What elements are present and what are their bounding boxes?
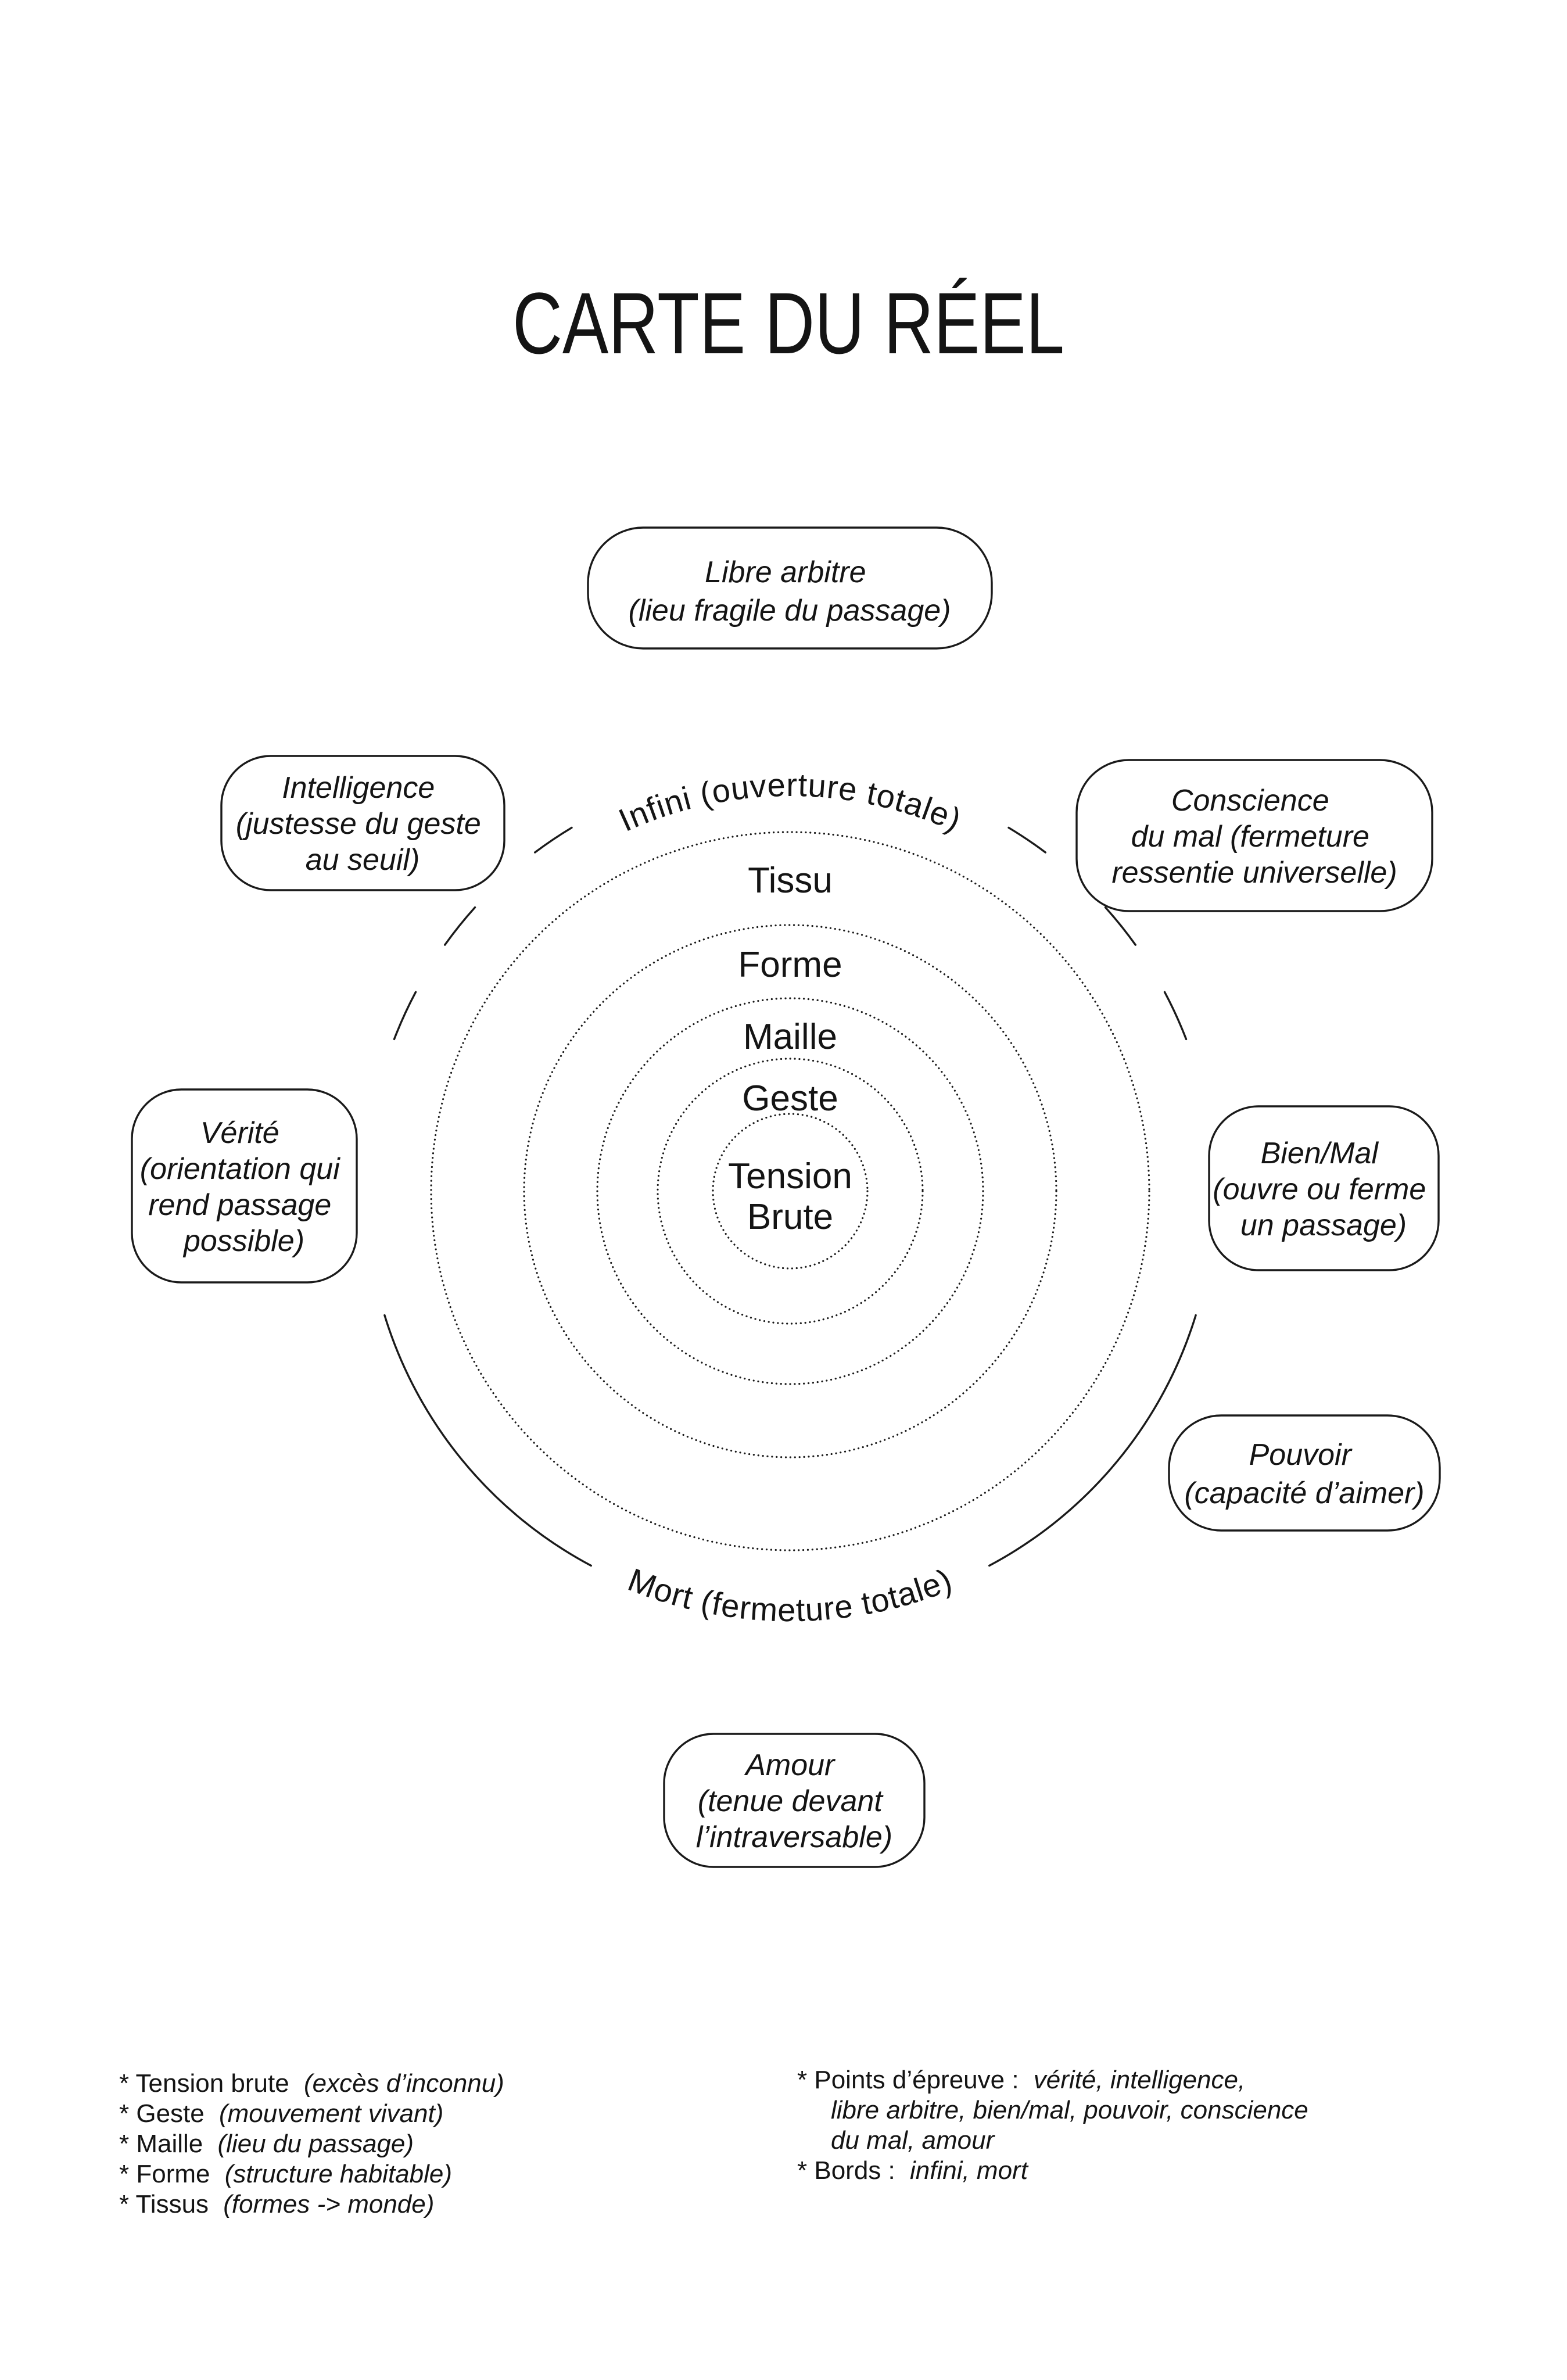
outer-dash-right-3 [1165, 992, 1186, 1039]
ring-label-geste: Geste [742, 1078, 838, 1119]
outer-dash-left-1 [535, 827, 572, 852]
node-verite [132, 1089, 357, 1282]
node-conscience-du-mal [1077, 760, 1432, 911]
node-pouvoir-box [1169, 1415, 1440, 1530]
legend-def: (structure habitable) [224, 2160, 453, 2188]
ring-label-tissu: Tissu [748, 861, 833, 901]
node-line: Pouvoir [1249, 1438, 1351, 1472]
node-pouvoir [1169, 1415, 1440, 1530]
outer-dash-right-2 [1106, 908, 1136, 945]
legend-term: * Tissus [119, 2190, 209, 2218]
node-intelligence [221, 756, 504, 890]
ring-label-tension: Tension [728, 1156, 852, 1196]
legend-item [797, 2156, 1029, 2185]
node-line: du mal (fermeture [1131, 820, 1369, 854]
legend-item [119, 2130, 414, 2158]
infini-arc-label-text [613, 766, 967, 838]
ring-label-brute: Brute [747, 1197, 834, 1237]
node-bien-mal [1209, 1106, 1439, 1270]
node-line: Bien/Mal [1260, 1137, 1378, 1170]
node-line: possible) [183, 1224, 305, 1258]
node-libre-arbitre [588, 528, 992, 648]
legend-item [831, 2096, 1308, 2124]
node-line: (tenue devant [697, 1784, 883, 1818]
ring-labels [728, 861, 852, 1237]
legend-def: libre arbitre, bien/mal, pouvoir, conscience [831, 2096, 1308, 2124]
outer-arc-bottom-left [385, 1316, 591, 1566]
legend-def: (mouvement vivant) [218, 2099, 444, 2128]
node-line: (orientation qui [139, 1152, 340, 1186]
mort-arc-label: Mort (fermeture totale) [623, 1561, 958, 1629]
legend-term: * Geste [119, 2099, 205, 2128]
legend-item [119, 2160, 452, 2188]
legend-item [797, 2066, 1245, 2094]
legend-term: * Points d’épreuve : [797, 2066, 1019, 2094]
legend-right [797, 2066, 1308, 2185]
legend-item [119, 2099, 443, 2128]
ring-label-maille: Maille [743, 1017, 837, 1057]
node-line: Conscience [1171, 784, 1329, 818]
node-amour [664, 1734, 924, 1867]
node-line: au seuil) [305, 843, 420, 877]
outer-dash-left-2 [445, 908, 475, 945]
node-line: (lieu fragile du passage) [628, 594, 951, 628]
legend-def: (excès d’inconnu) [303, 2069, 504, 2098]
node-line: Intelligence [282, 771, 435, 805]
legend-item [119, 2069, 504, 2098]
legend-def: infini, mort [909, 2156, 1028, 2185]
node-line: ressentie universelle) [1111, 856, 1397, 890]
outer-dash-right-1 [1009, 827, 1045, 852]
node-line: rend passage [148, 1188, 332, 1222]
legend-def: vérité, intelligence, [1033, 2066, 1246, 2094]
node-line: l’intraversable) [695, 1820, 893, 1854]
infini-arc-label: Infini (ouverture totale) [613, 766, 967, 838]
node-line: (capacité d’aimer) [1184, 1476, 1425, 1510]
legend-term: * Bords : [797, 2156, 895, 2185]
mort-arc-label-text [623, 1561, 958, 1629]
outer-dash-left-3 [395, 992, 416, 1039]
node-line: (justesse du geste [235, 807, 481, 841]
page-title: CARTE DU RÉEL [512, 274, 1064, 372]
outer-arc-bottom-right [989, 1316, 1196, 1566]
legend-item [831, 2126, 996, 2155]
node-line: un passage) [1240, 1209, 1407, 1242]
node-line: (ouvre ou ferme [1213, 1173, 1426, 1206]
node-line: Vérité [200, 1116, 279, 1150]
node-line: Amour [745, 1748, 835, 1782]
legend-def: (lieu du passage) [217, 2130, 414, 2158]
legend-term: * Forme [119, 2160, 210, 2188]
ring-label-forme: Forme [738, 945, 842, 985]
legend-left [119, 2069, 504, 2218]
legend-def: (formes -> monde) [223, 2190, 435, 2218]
legend-term: * Tension brute [119, 2069, 289, 2098]
node-line: Libre arbitre [705, 555, 866, 589]
legend-term: * Maille [119, 2130, 203, 2158]
legend-item [119, 2190, 434, 2218]
legend-def: du mal, amour [831, 2126, 995, 2155]
